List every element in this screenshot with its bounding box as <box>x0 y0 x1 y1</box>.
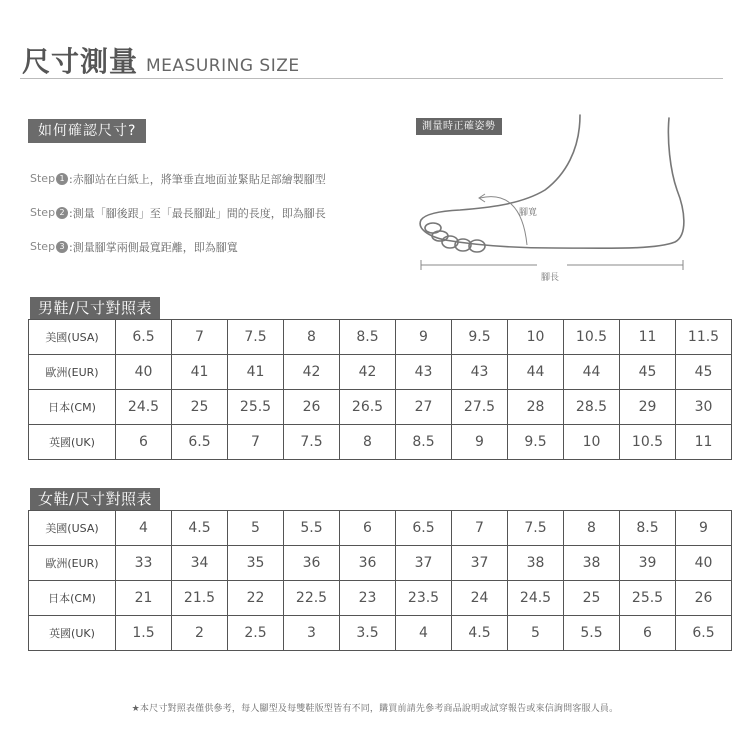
table-cell: 25 <box>564 581 620 616</box>
table-row <box>29 616 732 651</box>
table-cell: 8 <box>284 320 340 355</box>
row-header: 美國(USA) <box>29 320 116 355</box>
table-cell: 6 <box>116 425 172 460</box>
womens-size-table <box>28 510 732 651</box>
step-prefix: Step <box>30 240 56 253</box>
table-cell: 6.5 <box>676 616 732 651</box>
table-cell: 24.5 <box>116 390 172 425</box>
table-cell: 1.5 <box>116 616 172 651</box>
table-cell: 30 <box>676 390 732 425</box>
table-cell: 7 <box>172 320 228 355</box>
table-cell: 44 <box>564 355 620 390</box>
table-cell: 41 <box>228 355 284 390</box>
table-cell: 38 <box>508 546 564 581</box>
table-cell: 42 <box>340 355 396 390</box>
step-1 <box>30 170 326 187</box>
mens-table-label: 男鞋/尺寸對照表 <box>30 297 160 319</box>
table-cell: 8.5 <box>340 320 396 355</box>
table-cell: 4.5 <box>452 616 508 651</box>
table-cell: 40 <box>116 355 172 390</box>
table-cell: 26 <box>284 390 340 425</box>
foot-outline <box>420 115 684 248</box>
table-cell: 43 <box>452 355 508 390</box>
table-cell: 8.5 <box>620 511 676 546</box>
table-cell: 44 <box>508 355 564 390</box>
table-cell: 36 <box>340 546 396 581</box>
table-row <box>29 511 732 546</box>
table-cell: 5.5 <box>284 511 340 546</box>
table-cell: 28 <box>508 390 564 425</box>
table-cell: 5 <box>228 511 284 546</box>
table-cell: 22 <box>228 581 284 616</box>
table-cell: 7.5 <box>508 511 564 546</box>
womens-table-label: 女鞋/尺寸對照表 <box>30 488 160 510</box>
table-cell: 2.5 <box>228 616 284 651</box>
table-cell: 10 <box>564 425 620 460</box>
table-cell: 8 <box>340 425 396 460</box>
table-cell: 21 <box>116 581 172 616</box>
table-cell: 22.5 <box>284 581 340 616</box>
row-header: 日本(CM) <box>29 390 116 425</box>
table-cell: 4 <box>396 616 452 651</box>
table-cell: 3.5 <box>340 616 396 651</box>
table-cell: 5 <box>508 616 564 651</box>
table-cell: 21.5 <box>172 581 228 616</box>
table-cell: 10 <box>508 320 564 355</box>
table-cell: 9 <box>396 320 452 355</box>
step-prefix: Step <box>30 172 56 185</box>
how-to-label: 如何確認尺寸? <box>28 119 146 143</box>
step-number-badge: 3 <box>56 241 68 253</box>
table-cell: 8 <box>564 511 620 546</box>
table-cell: 8.5 <box>396 425 452 460</box>
table-cell: 11 <box>620 320 676 355</box>
length-label: 腳長 <box>541 273 560 283</box>
table-cell: 24.5 <box>508 581 564 616</box>
table-row <box>29 546 732 581</box>
row-header: 日本(CM) <box>29 581 116 616</box>
table-cell: 3 <box>284 616 340 651</box>
table-row <box>29 581 732 616</box>
table-cell: 35 <box>228 546 284 581</box>
table-cell: 10.5 <box>620 425 676 460</box>
table-cell: 36 <box>284 546 340 581</box>
table-cell: 43 <box>396 355 452 390</box>
step-text: :赤腳站在白紙上，將筆垂直地面並緊貼足部繪製腳型 <box>69 172 326 186</box>
table-cell: 26 <box>676 581 732 616</box>
width-arrow-icon <box>479 194 527 245</box>
step-number-badge: 2 <box>56 207 68 219</box>
table-cell: 6.5 <box>172 425 228 460</box>
table-cell: 23.5 <box>396 581 452 616</box>
table-cell: 41 <box>172 355 228 390</box>
table-cell: 10.5 <box>564 320 620 355</box>
width-label: 腳寬 <box>519 208 538 218</box>
table-row <box>29 320 732 355</box>
table-cell: 29 <box>620 390 676 425</box>
step-prefix: Step <box>30 206 56 219</box>
footnote: ★本尺寸對照表僅供參考，每人腳型及每雙鞋版型皆有不同，購買前請先參考商品說明或試穿報告或來信詢問客服人員。 <box>131 704 619 714</box>
table-cell: 9.5 <box>508 425 564 460</box>
row-header: 歐洲(EUR) <box>29 355 116 390</box>
table-cell: 11.5 <box>676 320 732 355</box>
table-cell: 7.5 <box>284 425 340 460</box>
title-divider <box>20 78 723 79</box>
foot-diagram <box>405 110 705 285</box>
table-cell: 40 <box>676 546 732 581</box>
table-cell: 27 <box>396 390 452 425</box>
table-cell: 9.5 <box>452 320 508 355</box>
table-cell: 34 <box>172 546 228 581</box>
step-3 <box>30 238 326 255</box>
table-cell: 7.5 <box>228 320 284 355</box>
table-cell: 4.5 <box>172 511 228 546</box>
table-cell: 5.5 <box>564 616 620 651</box>
table-cell: 33 <box>116 546 172 581</box>
table-cell: 6.5 <box>116 320 172 355</box>
table-cell: 6 <box>340 511 396 546</box>
table-cell: 9 <box>452 425 508 460</box>
table-cell: 25 <box>172 390 228 425</box>
table-cell: 38 <box>564 546 620 581</box>
table-row <box>29 390 732 425</box>
step-2 <box>30 204 326 221</box>
table-cell: 7 <box>452 511 508 546</box>
row-header: 歐洲(EUR) <box>29 546 116 581</box>
row-header: 英國(UK) <box>29 616 116 651</box>
mens-size-table <box>28 319 732 460</box>
table-cell: 25.5 <box>228 390 284 425</box>
page-title-main: 尺寸測量 <box>22 45 139 78</box>
table-cell: 39 <box>620 546 676 581</box>
pose-label: 測量時正確姿勢 <box>416 118 502 135</box>
page-title-sub: MEASURING SIZE <box>146 56 300 76</box>
step-text: :測量腳掌兩側最寬距離，即為腳寬 <box>69 240 238 254</box>
row-header: 英國(UK) <box>29 425 116 460</box>
table-cell: 6 <box>620 616 676 651</box>
table-cell: 7 <box>228 425 284 460</box>
table-cell: 9 <box>676 511 732 546</box>
row-header: 美國(USA) <box>29 511 116 546</box>
step-text: :測量「腳後跟」至「最長腳趾」間的長度，即為腳長 <box>69 206 326 220</box>
step-number-badge: 1 <box>56 173 68 185</box>
table-row <box>29 425 732 460</box>
table-cell: 26.5 <box>340 390 396 425</box>
table-cell: 23 <box>340 581 396 616</box>
table-cell: 37 <box>396 546 452 581</box>
steps-list <box>30 170 326 272</box>
table-row <box>29 355 732 390</box>
table-cell: 24 <box>452 581 508 616</box>
table-cell: 45 <box>620 355 676 390</box>
table-cell: 25.5 <box>620 581 676 616</box>
table-cell: 6.5 <box>396 511 452 546</box>
table-cell: 11 <box>676 425 732 460</box>
table-cell: 27.5 <box>452 390 508 425</box>
table-cell: 4 <box>116 511 172 546</box>
table-cell: 42 <box>284 355 340 390</box>
table-cell: 28.5 <box>564 390 620 425</box>
table-cell: 37 <box>452 546 508 581</box>
page-title <box>22 40 300 80</box>
table-cell: 2 <box>172 616 228 651</box>
table-cell: 45 <box>676 355 732 390</box>
